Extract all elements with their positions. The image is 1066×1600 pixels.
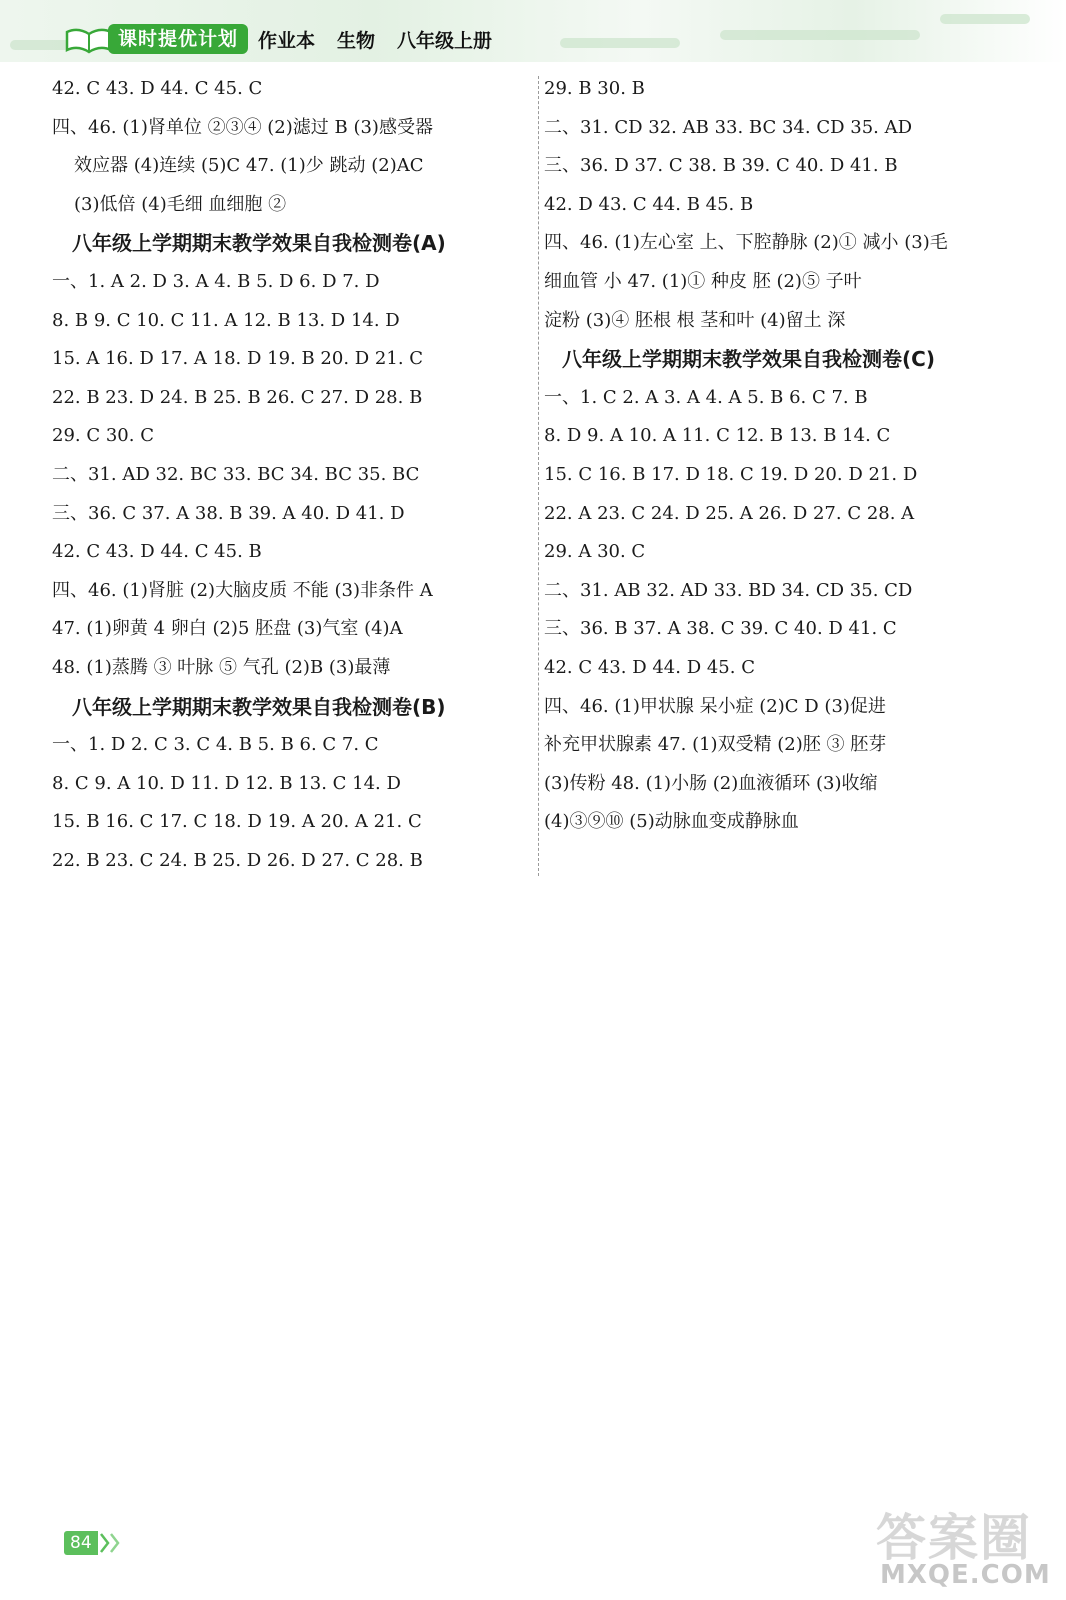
answer-line: 22. B 23. D 24. B 25. B 26. C 27. D 28. B [52, 386, 423, 408]
section-heading: 八年级上学期期末教学效果自我检测卷(B) [72, 694, 446, 719]
answer-line: 22. B 23. C 24. B 25. D 26. D 27. C 28. B [52, 849, 423, 871]
page-header [0, 0, 1066, 62]
header-decoration [560, 38, 680, 48]
watermark-logo: 答案圈 [876, 1509, 1032, 1567]
open-book-icon [64, 24, 114, 54]
book-type: 作业本 [258, 29, 316, 52]
section-heading: 八年级上学期期末教学效果自我检测卷(A) [72, 231, 446, 256]
answer-line: 一、1. A 2. D 3. A 4. B 5. D 6. D 7. D [52, 270, 380, 292]
answer-line: 三、36. B 37. A 38. C 39. C 40. D 41. C [544, 618, 897, 640]
answer-line: 四、46. (1)左心室 上、下腔静脉 (2)① 减小 (3)毛 [544, 232, 948, 254]
chevron-right-icon [100, 1532, 110, 1554]
answer-line: (4)③⑨⑩ (5)动脉血变成静脉血 [544, 811, 799, 833]
page-arrow-icon [100, 1532, 120, 1554]
answer-line: 补充甲状腺素 47. (1)双受精 (2)胚 ③ 胚芽 [544, 734, 887, 756]
answer-line: 15. A 16. D 17. A 18. D 19. B 20. D 21. C [52, 348, 424, 370]
header-decoration [10, 40, 70, 50]
answer-line: 四、46. (1)甲状腺 呆小症 (2)C D (3)促进 [544, 695, 886, 717]
answer-line: 15. C 16. B 17. D 18. C 19. D 20. D 21. D [544, 463, 918, 485]
header-decoration [940, 14, 1030, 24]
answer-line: 细血管 小 47. (1)① 种皮 胚 (2)⑤ 子叶 [544, 270, 862, 292]
answer-line: 42. C 43. D 44. C 45. C [52, 78, 263, 99]
answer-line: 8. B 9. C 10. C 11. A 12. B 13. D 14. D [52, 309, 400, 331]
answer-line: 淀粉 (3)④ 胚根 根 茎和叶 (4)留土 深 [544, 309, 846, 331]
answer-line: 22. A 23. C 24. D 25. A 26. D 27. C 28. A [544, 502, 915, 524]
answer-line: 效应器 (4)连续 (5)C 47. (1)少 跳动 (2)AC [74, 155, 424, 177]
answer-line: (3)低倍 (4)毛细 血细胞 ② [74, 193, 287, 215]
answer-line: 二、31. AB 32. AD 33. BD 34. CD 35. CD [544, 579, 913, 601]
column-divider [538, 76, 539, 876]
answer-line: 一、1. C 2. A 3. A 4. A 5. B 6. C 7. B [544, 386, 868, 408]
answer-column-right [544, 70, 1014, 842]
answer-line: 二、31. AD 32. BC 33. BC 34. BC 35. BC [52, 463, 420, 485]
series-logo [64, 24, 492, 54]
book-grade: 八年级上册 [397, 29, 493, 52]
answer-line: 三、36. C 37. A 38. B 39. A 40. D 41. D [52, 502, 405, 524]
header-decoration [720, 30, 920, 40]
answer-line: 三、36. D 37. C 38. B 39. C 40. D 41. B [544, 155, 898, 177]
answer-line: 42. D 43. C 44. B 45. B [544, 193, 754, 215]
book-subject: 生物 [337, 29, 376, 52]
page-number: 84 [64, 1531, 98, 1555]
answer-column-left [52, 70, 532, 880]
answer-line: (3)传粉 48. (1)小肠 (2)血液循环 (3)收缩 [544, 772, 878, 794]
answer-line: 29. A 30. C [544, 541, 646, 563]
watermark-url: MXQE.COM [880, 1560, 1051, 1590]
chevron-right-icon [110, 1532, 120, 1554]
answer-line: 四、46. (1)肾单位 ②③④ (2)滤过 B (3)感受器 [52, 116, 433, 138]
answer-line: 四、46. (1)肾脏 (2)大脑皮质 不能 (3)非条件 A [52, 579, 433, 601]
brand-label: 课时提优计划 [108, 24, 248, 54]
answer-line: 42. C 43. D 44. D 45. C [544, 656, 755, 678]
book-title [258, 26, 492, 53]
answer-line: 29. C 30. C [52, 425, 154, 447]
answer-line: 47. (1)卵黄 4 卵白 (2)5 胚盘 (3)气室 (4)A [52, 618, 403, 640]
answer-line: 8. D 9. A 10. A 11. C 12. B 13. B 14. C [544, 425, 891, 447]
answer-line: 15. B 16. C 17. C 18. D 19. A 20. A 21. C [52, 811, 422, 833]
answer-line: 8. C 9. A 10. D 11. D 12. B 13. C 14. D [52, 772, 401, 794]
answer-line: 48. (1)蒸腾 ③ 叶脉 ⑤ 气孔 (2)B (3)最薄 [52, 656, 391, 678]
answer-line: 29. B 30. B [544, 78, 645, 99]
answer-line: 42. C 43. D 44. C 45. B [52, 541, 262, 563]
answer-line: 二、31. CD 32. AB 33. BC 34. CD 35. AD [544, 116, 913, 138]
section-heading: 八年级上学期期末教学效果自我检测卷(C) [562, 347, 935, 372]
answer-line: 一、1. D 2. C 3. C 4. B 5. B 6. C 7. C [52, 734, 379, 756]
page-number-badge [64, 1528, 120, 1558]
